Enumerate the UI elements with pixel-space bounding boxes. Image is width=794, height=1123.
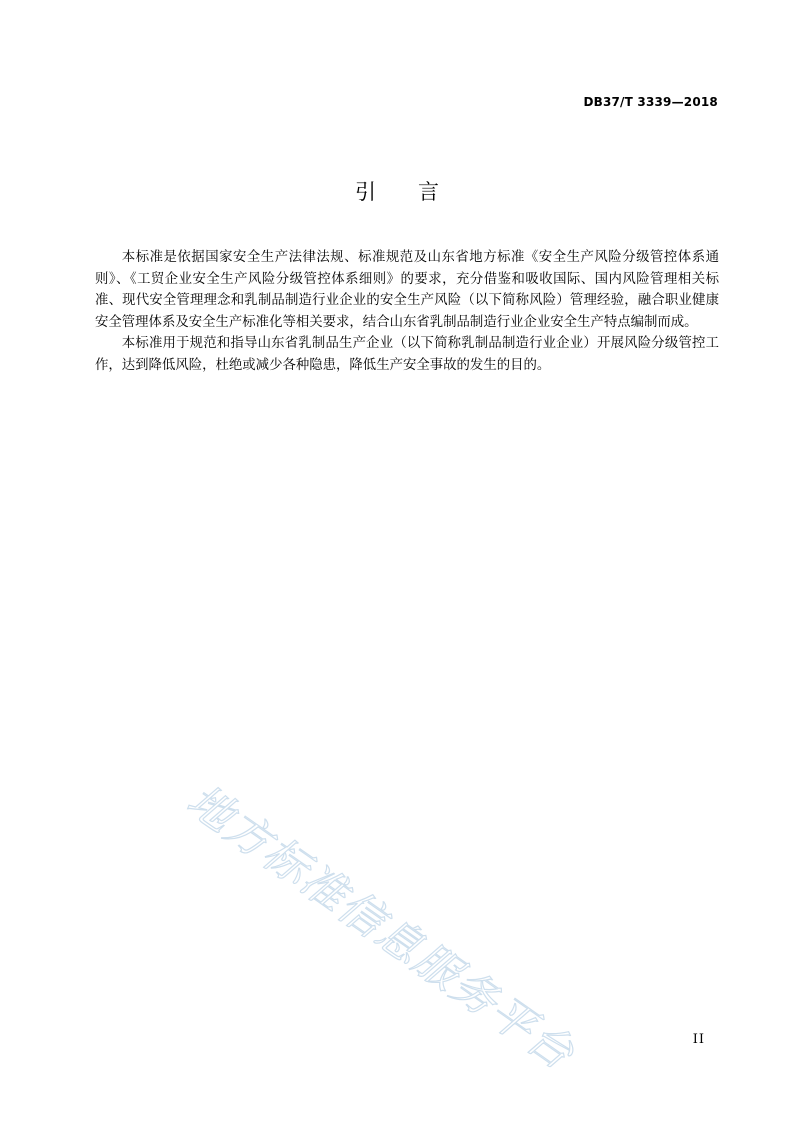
- page-title: [0, 176, 794, 206]
- document-code: DB37/T 3339—2018: [583, 95, 718, 109]
- paragraph-scope: 本标准用于规范和指导山东省乳制品生产企业（以下简称乳制品制造行业企业）开展风险分级管控工作，达到降低风险，杜绝或减少各种隐患，降低生产安全事故的发生的目的。: [95, 336, 719, 373]
- page-number: II: [692, 1032, 705, 1047]
- title-char-2: 言: [418, 180, 439, 204]
- paragraph-basis: 本标准是依据国家安全生产法律法规、标准规范及山东省地方标准《安全生产风险分级管控体系通则》、《工贸企业安全生产风险分级管控体系细则》的要求，充分借鉴和吸收国际、国内风险管理相关标准、现代安全管理理念和乳制品制造行业企业的安全生产风险（以下简称风险）管理经验，融合职业健康安全管理体系及安全生产标准化等相关要求，结合山东省乳制品制造行业企业安全生产特点编制而成。: [95, 250, 719, 330]
- watermark: 地方标准信息服务平台: [177, 774, 584, 1081]
- introduction-body: [95, 247, 719, 377]
- title-char-1: 引: [355, 180, 376, 204]
